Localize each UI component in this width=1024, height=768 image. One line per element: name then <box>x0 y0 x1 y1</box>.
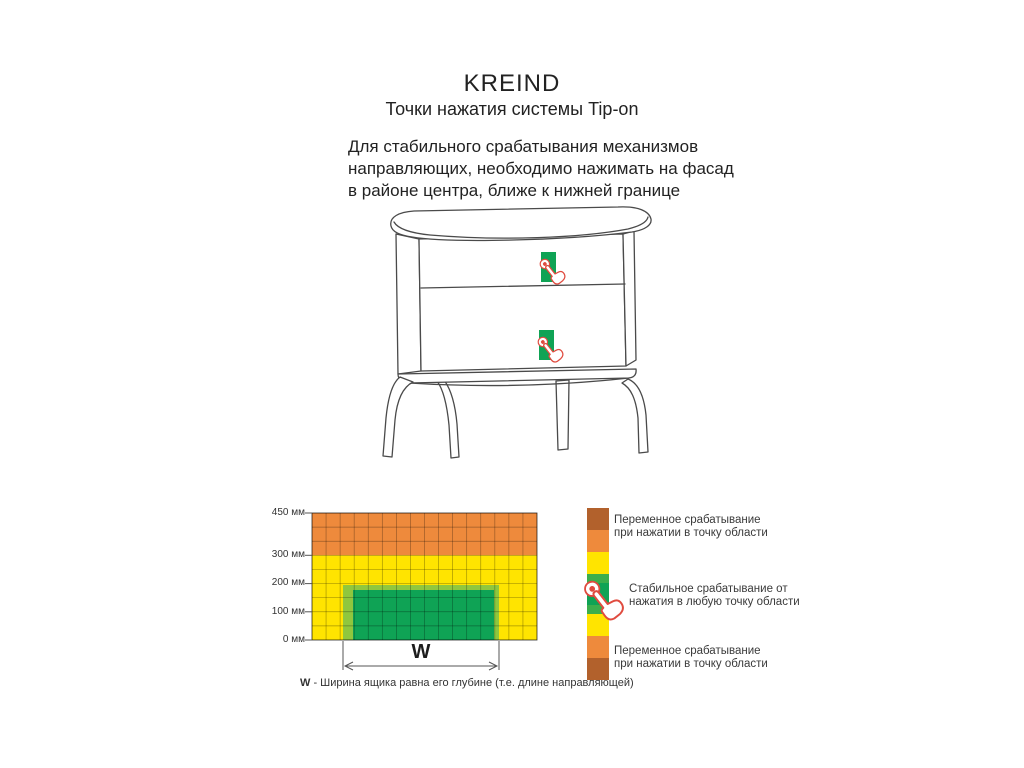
nightstand-side-panel <box>396 234 421 374</box>
width-symbol: W <box>411 641 431 663</box>
description-line-2: направляющих, необходимо нажимать на фасад <box>348 159 734 178</box>
axis-label-100: 100 мм <box>271 606 305 617</box>
legend-seg-yellow-top <box>587 552 609 574</box>
page-title: KREIND <box>463 70 561 97</box>
legend-item-stable <box>629 583 800 609</box>
axis-label-450: 450 мм <box>271 507 305 518</box>
legend-item-variable-top <box>614 514 768 540</box>
nightstand-drawing <box>383 207 651 458</box>
width-caption-text: - Ширина ящика равна его глубине (т.е. длине направляющей) <box>310 677 634 689</box>
legend-seg-orange-bottom <box>587 636 609 658</box>
legend-seg-brown-top <box>587 508 609 530</box>
description-line-3: в районе центра, ближе к нижней границе <box>348 181 681 200</box>
nightstand-front-right-leg <box>622 379 648 453</box>
nightstand-front-face <box>419 234 626 371</box>
legend-item-2-line-1: Стабильное срабатывание от <box>629 583 788 595</box>
nightstand-right-edge <box>623 231 636 366</box>
width-caption <box>300 677 634 689</box>
description-line-1: Для стабильного срабатывания механизмов <box>348 137 699 156</box>
legend-item-3-line-2: при нажатии в точку области <box>614 658 768 670</box>
page-subtitle: Точки нажатия системы Tip-on <box>385 99 639 119</box>
width-caption-symbol: W <box>300 677 311 689</box>
nightstand-front-left-leg <box>383 377 413 457</box>
legend-item-1-line-1: Переменное срабатывание <box>614 514 761 526</box>
axis-label-0: 0 мм <box>282 634 305 645</box>
axis-label-300: 300 мм <box>271 549 305 560</box>
legend-item-1-line-2: при нажатии в точку области <box>614 527 768 539</box>
legend-item-variable-bottom <box>614 645 768 671</box>
legend-item-2-line-2: нажатия в любую точку области <box>629 596 800 608</box>
nightstand-back-left-leg <box>437 380 459 458</box>
axis-ticks <box>305 513 312 640</box>
legend-seg-orange-top <box>587 530 609 552</box>
axis-label-200: 200 мм <box>271 577 305 588</box>
legend-item-3-line-1: Переменное срабатывание <box>614 645 761 657</box>
nightstand-back-right-leg <box>556 380 569 450</box>
